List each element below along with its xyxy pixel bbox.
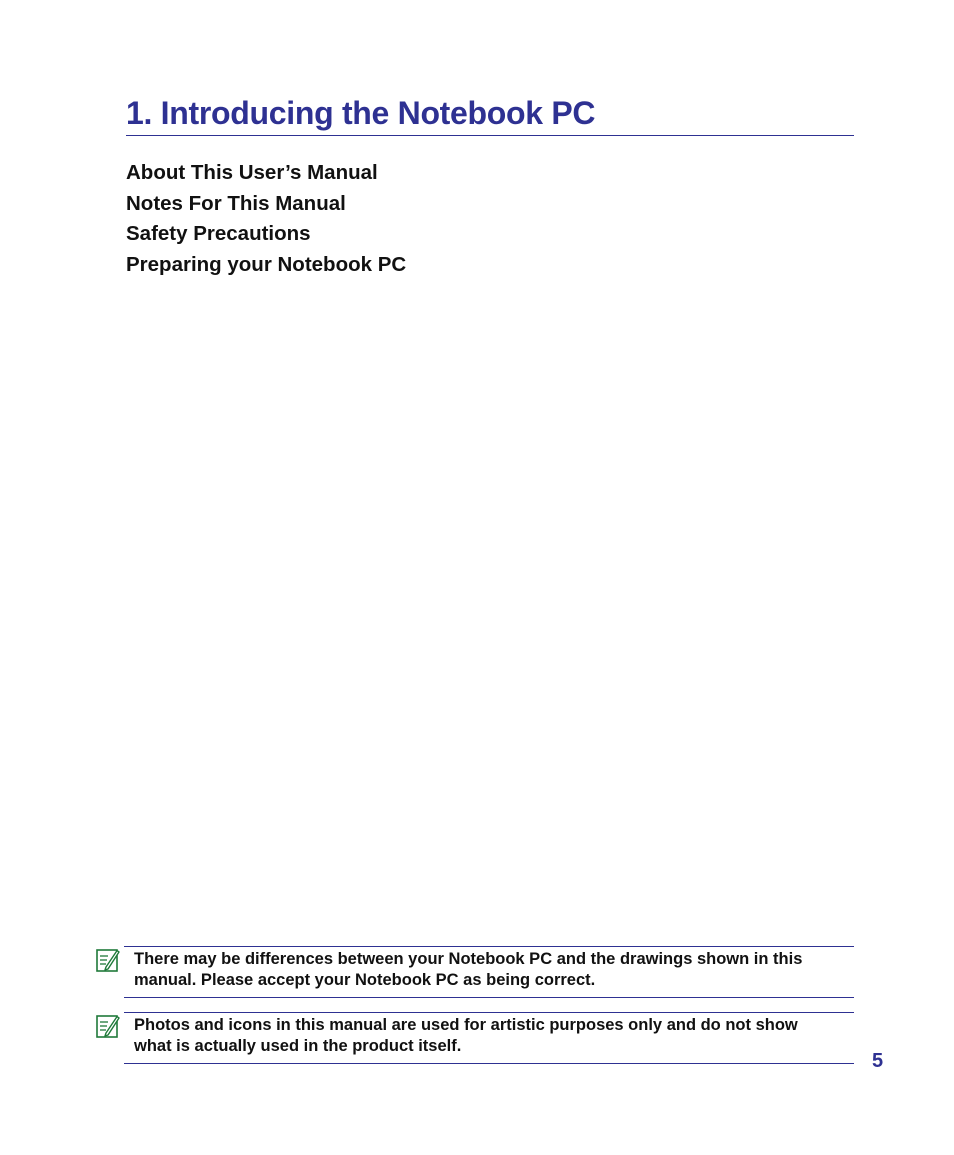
- note-pencil-icon: [95, 1013, 121, 1039]
- note-text: Photos and icons in this manual are used for artistic purposes only and do not show what is actually used in the product itself.: [134, 1016, 798, 1055]
- section-item-safety-precautions: Safety Precautions: [126, 222, 311, 246]
- section-item-preparing-notebook: Preparing your Notebook PC: [126, 252, 407, 276]
- note-rule-top: [124, 946, 854, 947]
- section-item-about-manual: About This User’s Manual: [126, 161, 378, 184]
- page-number: 5: [872, 1050, 884, 1072]
- note-box: [92, 946, 854, 998]
- section-item-notes-for-manual: Notes For This Manual: [126, 191, 346, 215]
- note-rule-bottom: [124, 1063, 854, 1064]
- note-rule-top: [124, 1012, 854, 1013]
- title-underline: [126, 135, 854, 136]
- chapter-title: 1. Introducing the Notebook PC: [126, 95, 596, 131]
- note-pencil-icon: [95, 947, 121, 973]
- note-box: [92, 1012, 854, 1064]
- note-text: There may be differences between your Notebook PC and the drawings shown in this manual. Please accept your Notebook PC as being correct.: [134, 950, 803, 989]
- note-rule-bottom: [124, 997, 854, 998]
- section-list: [126, 158, 406, 280]
